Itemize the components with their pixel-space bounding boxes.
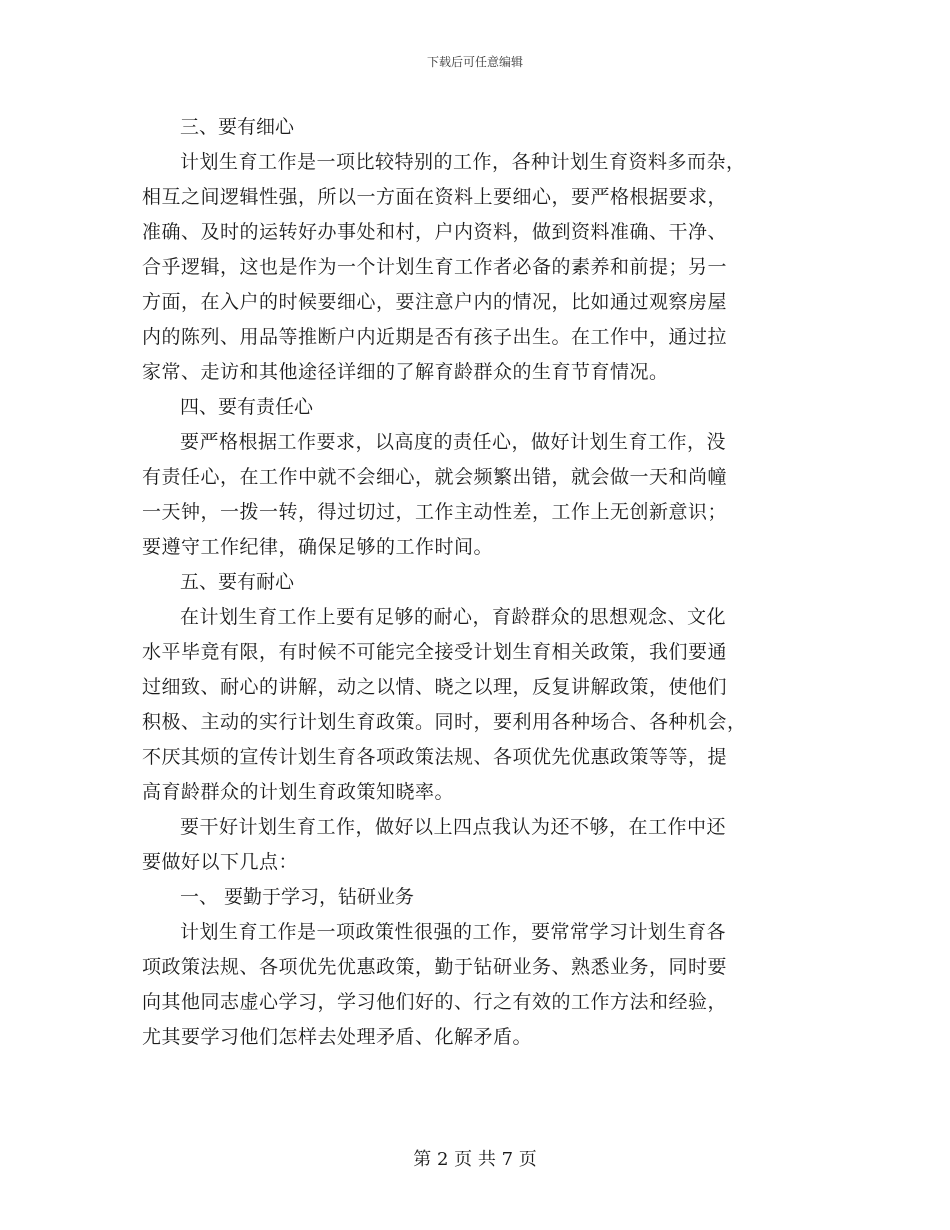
paragraph-summary bbox=[142, 810, 810, 880]
text-line: 在计划生育工作上要有足够的耐心，育龄群众的思想观念、文化 bbox=[180, 606, 727, 628]
text-line: 相互之间逻辑性强，所以一方面在资料上要细心，要严格根据要求， bbox=[142, 186, 728, 208]
text-line: 不厌其烦的宣传计划生育各项政策法规、各项优先优惠政策等等，提 bbox=[142, 746, 728, 768]
document-body bbox=[142, 110, 810, 1055]
text-line: 水平毕竟有限，有时候不可能完全接受计划生育相关政策，我们要通 bbox=[142, 641, 728, 663]
section-heading-study: 一、 要勤于学习，钻研业务 bbox=[180, 886, 415, 908]
paragraph-responsibility bbox=[142, 425, 810, 565]
page-header: 下载后可任意编辑 bbox=[426, 55, 523, 69]
text-line: 内的陈列、用品等推断户内近期是否有孩子出生。在工作中，通过拉 bbox=[142, 326, 728, 348]
text-line: 高育龄群众的计划生育政策知晓率。 bbox=[142, 781, 455, 803]
page-number: 第 2 页 共 7 页 bbox=[413, 1149, 537, 1170]
paragraph-patience bbox=[142, 600, 810, 810]
text-line: 要严格根据工作要求，以高度的责任心，做好计划生育工作，没 bbox=[180, 431, 727, 453]
section-heading-carefulness: 三、要有细心 bbox=[180, 116, 295, 138]
text-line: 过细致、耐心的讲解，动之以情、晓之以理，反复讲解政策，使他们 bbox=[142, 676, 728, 698]
paragraph-carefulness bbox=[142, 145, 810, 390]
text-line: 要遵守工作纪律，确保足够的工作时间。 bbox=[142, 536, 494, 558]
text-line: 尤其要学习他们怎样去处理矛盾、化解矛盾。 bbox=[142, 1026, 533, 1048]
text-line: 要做好以下几点： bbox=[142, 851, 299, 873]
paragraph-study bbox=[142, 915, 810, 1055]
text-line: 积极、主动的实行计划生育政策。同时，要利用各种场合、各种机会， bbox=[142, 711, 747, 733]
text-line: 向其他同志虚心学习，学习他们好的、行之有效的工作方法和经验， bbox=[142, 991, 728, 1013]
text-line: 准确、及时的运转好办事处和村，户内资料，做到资料准确、干净、 bbox=[142, 221, 728, 243]
text-line: 项政策法规、各项优先优惠政策，勤于钻研业务、熟悉业务，同时要 bbox=[142, 956, 728, 978]
text-line: 方面，在入户的时候要细心，要注意户内的情况，比如通过观察房屋 bbox=[142, 291, 728, 313]
text-line: 家常、走访和其他途径详细的了解育龄群众的生育节育情况。 bbox=[142, 361, 669, 383]
section-heading-patience: 五、要有耐心 bbox=[180, 571, 295, 593]
text-line: 合乎逻辑，这也是作为一个计划生育工作者必备的素养和前提；另一 bbox=[142, 256, 728, 278]
text-line: 计划生育工作是一项比较特别的工作，各种计划生育资料多而杂， bbox=[180, 151, 746, 173]
text-line: 计划生育工作是一项政策性很强的工作，要常常学习计划生育各 bbox=[180, 921, 727, 943]
text-line: 要干好计划生育工作，做好以上四点我认为还不够，在工作中还 bbox=[180, 816, 727, 838]
text-line: 一天钟，一拨一转，得过切过，工作主动性差，工作上无创新意识； bbox=[142, 501, 728, 523]
text-line: 有责任心，在工作中就不会细心，就会频繁出错，就会做一天和尚幢 bbox=[142, 466, 728, 488]
section-heading-responsibility: 四、要有责任心 bbox=[180, 396, 314, 418]
